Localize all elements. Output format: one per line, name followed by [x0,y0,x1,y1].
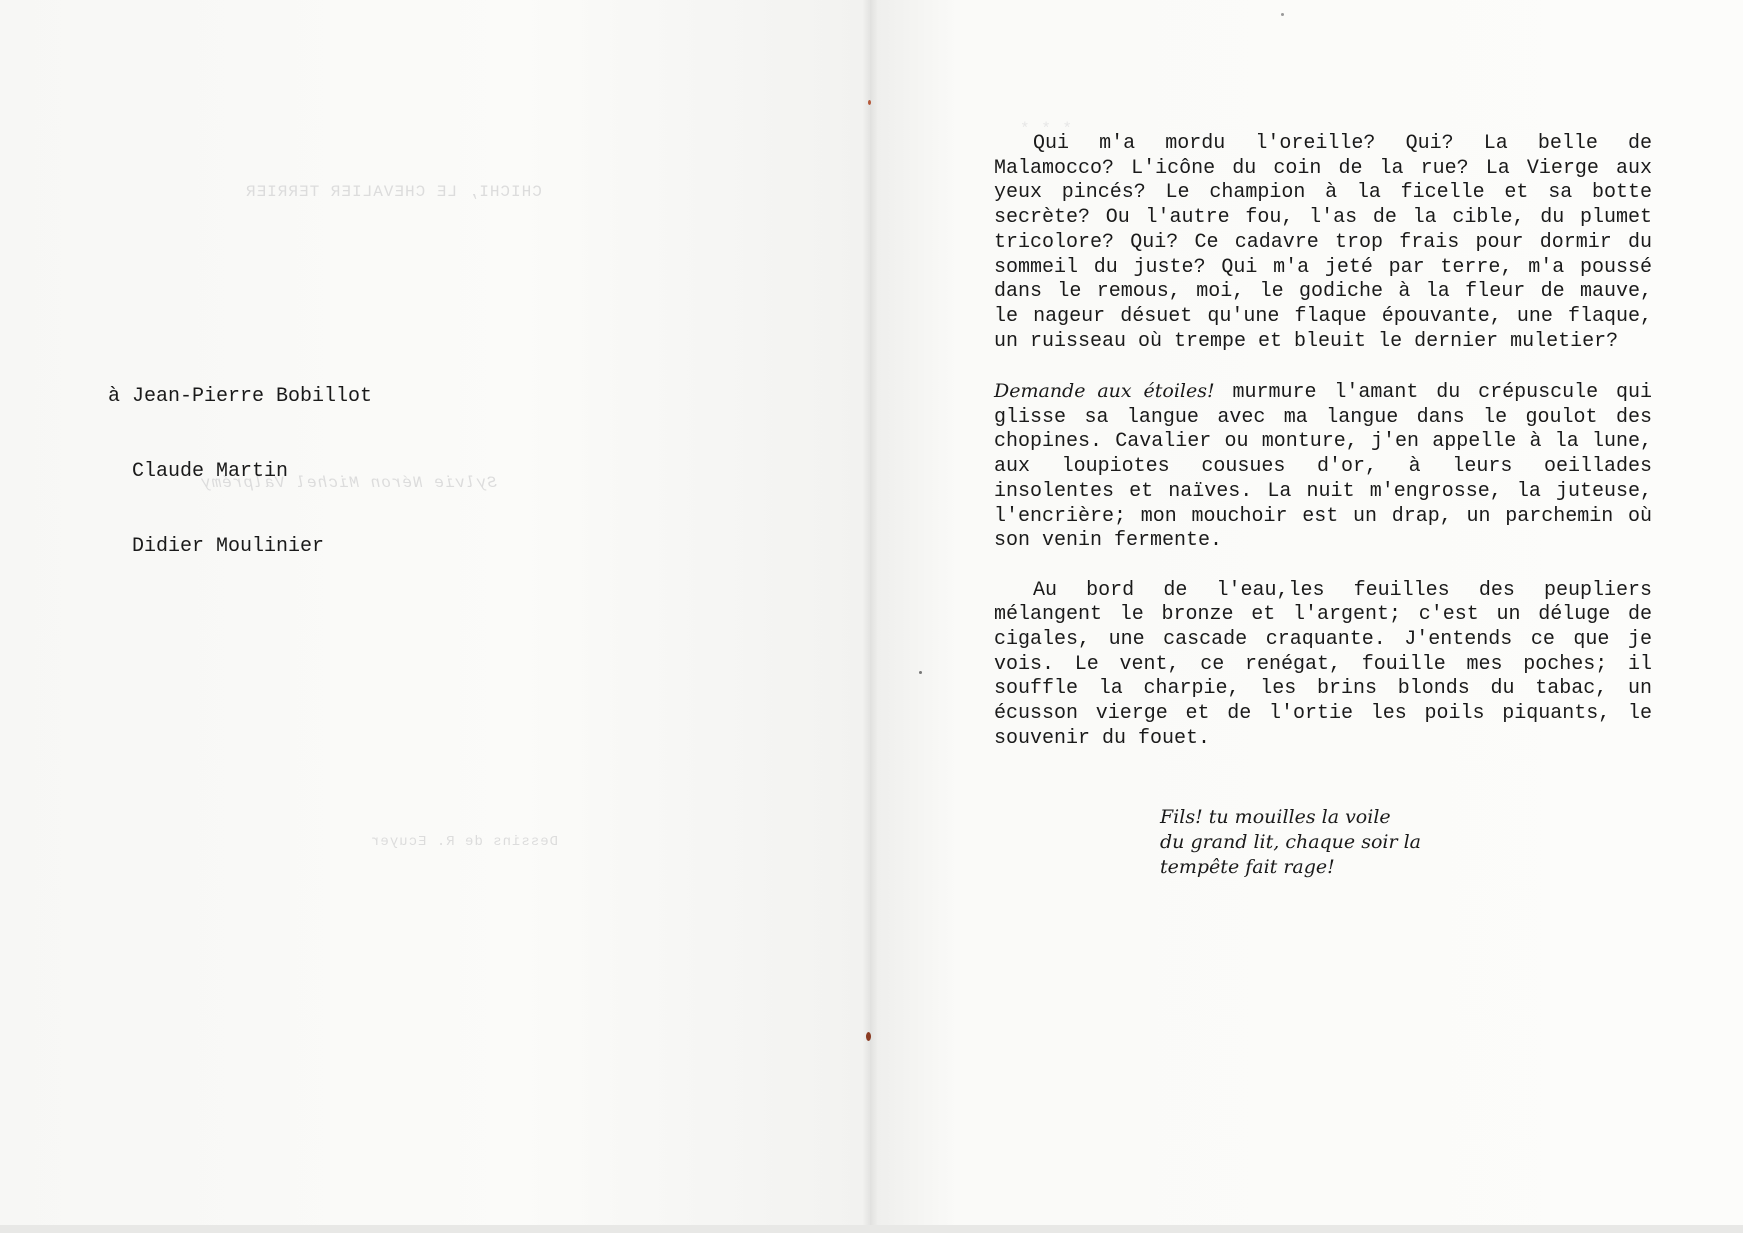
paragraph [994,379,1652,554]
paper-speck [868,100,871,105]
dedication-line: Didier Moulinier [108,535,325,558]
show-through-text: CHICHI, LE CHEVALIER TERRIER [245,183,542,201]
script-phrase: Demande aux étoiles! [994,380,1215,403]
paper-speck [919,671,922,674]
dedication [108,334,372,609]
paper-speck [866,1032,871,1041]
paragraph: Qui m'a mordu l'oreille? Qui? La belle de Malamocco? L'icône du coin de la rue? La Vierge aux yeux pincés? Le champion à la ficelle et sa botte secrète? Ou l'autre fou, l'as de la cible, du plumet tricolore? Qui? Ce cadavre trop frais pour dormir du sommeil du juste? Qui m'a jeté par terre, m'a poussé dans le remous, moi, le godiche à la fleur de mauve, le nageur désuet qu'une flaque épouvante, une flaque, un ruisseau où trempe et bleuit le dernier muletier? [994,132,1652,353]
verse-line: du grand lit, chaque soir la [1160,831,1421,853]
page-edge [0,1225,1743,1233]
left-page [0,0,870,1233]
show-through-text: * * * [1020,120,1074,138]
dedication-line: Claude Martin [108,460,289,483]
book-gutter [862,0,878,1233]
dedication-line: à Jean-Pierre Bobillot [108,385,373,408]
paper-speck [1281,13,1284,16]
verse-line: Fils! tu mouilles la voile [1160,806,1391,828]
closing-verse [1160,805,1500,880]
show-through-text: Dessins de R. Ecuyer [370,834,559,850]
paragraph: Au bord de l'eau,les feuilles des peupliers mélangent le bronze et l'argent; c'est un déluge de cigales, une cascade craquante. J'entends ce que je vois. Le vent, ce renégat, fouille mes poches; il souffle la charpie, les brins blonds du tabac, un écusson vierge et de l'ortie les poils piquants, le souvenir du fouet. [994,578,1652,750]
verse-line: tempête fait rage! [1160,856,1335,878]
prose-body [994,132,1652,776]
show-through-text: Sylvie Néron Michel Valprémy [200,474,497,492]
paragraph-text: murmure l'amant du crépuscule qui glisse sa langue avec ma langue dans le goulot des chopines. Cavalier ou monture, j'en appelle à la lune, aux loupiotes cousues d'or, à leurs oeillades insolentes et naïves. La nuit m'engrosse, la juteuse, l'encrière; mon mouchoir est un drap, un parchemin où son venin fermente. [994,381,1652,553]
